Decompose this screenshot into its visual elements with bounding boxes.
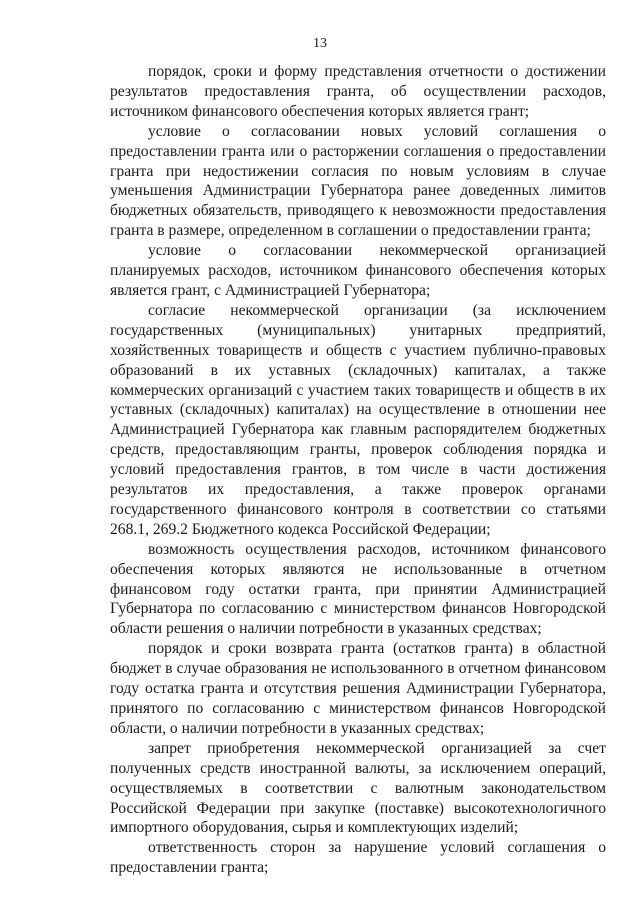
paragraph-remaining-funds: возможность осуществления расходов, источником финансового обеспечения которых являются не использованные в отчетном финансовом году остатки гранта, при принятии Администрацией Губернатора по согласованию с министерством финансов Новгородской области решения о наличии потребности в указанных средствах; bbox=[110, 540, 606, 638]
paragraph-audit-consent: согласие некоммерческой организации (за исключением государственных (муниципальных) унитарных предприятий, хозяйственных товариществ и обществ с участием публично-правовых образований в их уставных (складочных) капиталах, а также коммерческих организаций с участием таких товариществ и обществ в их уставных (складочных) капиталах) на осуществление в отношении нее Администрацией Губернатора как главным распорядителем бюджетных средств, предоставляющим гранты, проверок соблюдения порядка и условий предоставления грантов, в том числе в части достижения результатов их предоставления, а также проверок органами государственного финансового контроля в соответствии со статьями 268.1, 269.2 Бюджетного кодекса Российской Федерации; bbox=[110, 301, 606, 538]
page-number: 13 bbox=[313, 36, 327, 51]
paragraph-reporting: порядок, сроки и форму представления отчетности о достижении результатов предоставления гранта, об осуществлении расходов, источником финансового обеспечения которых является грант; bbox=[110, 63, 606, 120]
paragraph-currency-ban: запрет приобретения некоммерческой организацией за счет полученных средств иностранной валюты, за исключением операций, осуществляемых в соответствии с валютным законодательством Российской Федерации при закупке (поставке) высокотехнологичного импортного оборудования, сырья и комплектующих изделий; bbox=[110, 739, 606, 837]
paragraph-agreement-conditions: условие о согласовании новых условий соглашения о предоставлении гранта или о расторжении соглашения о предоставлении гранта при недостижении согласия по новым условиям в случае уменьшения Администрации Губернатора ранее доведенных лимитов бюджетных обязательств, приводящего к невозможности предоставления гранта в размере, определенном в соглашении о предоставлении гранта; bbox=[110, 122, 606, 240]
paragraph-liability: ответственность сторон за нарушение условий соглашения о предоставлении гранта; bbox=[110, 839, 606, 877]
document-body bbox=[110, 62, 606, 878]
paragraph-expense-approval: условие о согласовании некоммерческой организацией планируемых расходов, источником финансового обеспечения которых является грант, с Администрацией Губернатора; bbox=[110, 242, 606, 299]
paragraph-grant-return: порядок и сроки возврата гранта (остатков гранта) в областной бюджет в случае образования не использованного в отчетном финансовом году остатка гранта и отсутствия решения Администрации Губернатора, принятого по согласованию с министерством финансов Новгородской области, о наличии потребности в указанных средствах; bbox=[110, 640, 606, 737]
